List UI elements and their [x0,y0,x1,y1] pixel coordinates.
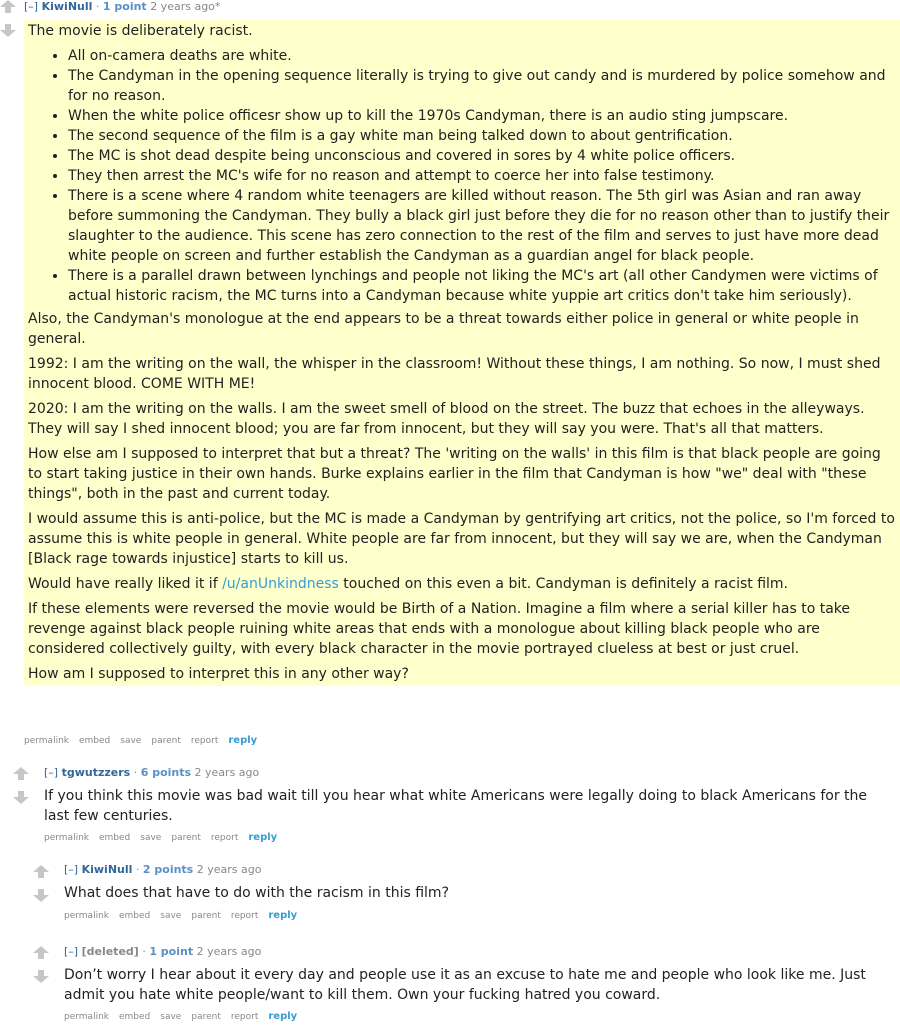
collapse-toggle[interactable]: [–] [44,766,59,779]
comment-age: 2 years ago [196,945,262,958]
downvote-arrow-icon[interactable] [33,970,49,983]
comment-paragraph: Don’t worry I hear about it every day and people use it as an excuse to hate me and people who look like me. Just admit you hate white people/want to kill them. Own your fucking hatred you coward. [64,967,866,1003]
comment-2-tagline [44,766,884,780]
report-button[interactable]: report [230,1012,259,1022]
report-button[interactable]: report [230,911,259,921]
comment-score: 1 point [102,0,147,13]
comment-age: 2 years ago [194,766,260,779]
upvote-arrow-icon[interactable] [33,946,49,959]
comment-paragraph: What does that have to do with the racism in this film? [64,885,449,901]
separator-dot: · [133,766,138,779]
paragraph-text: Would have really liked it if [28,576,223,592]
separator-dot: · [142,945,146,958]
comment-1-actions [24,735,267,747]
reply-button[interactable]: reply [228,735,258,746]
comment-score: 6 points [140,766,192,779]
save-button[interactable]: save [120,736,142,746]
comment-1-tagline [24,0,900,14]
save-button[interactable]: save [160,911,182,921]
comment-paragraph: The movie is deliberately racist. [28,23,253,39]
comment-score: 2 points [142,863,194,876]
report-button[interactable]: report [190,736,219,746]
reply-button[interactable]: reply [268,910,298,921]
downvote-arrow-icon[interactable] [0,24,16,37]
comment-score: 1 point [149,945,194,958]
bullet-item: • All on-camera deaths are white. [68,46,896,66]
downvote-arrow-icon[interactable] [33,889,49,902]
comment-paragraph: If you think this movie was bad wait till you hear what white Americans were legally doing to black Americans for the last few centuries. [44,788,868,824]
comment-author[interactable]: KiwiNull [81,863,133,876]
upvote-arrow-icon[interactable] [13,767,29,780]
comment-2 [44,766,884,831]
parent-button[interactable]: parent [171,833,201,843]
permalink-button[interactable]: permalink [24,736,69,746]
comment-2-vote [13,767,29,815]
comment-4-tagline [64,945,894,959]
comment-3-body [64,883,884,903]
user-link[interactable]: /u/anUnkindness [222,576,339,592]
comment-1-vote [0,0,16,48]
embed-button[interactable]: embed [79,736,111,746]
comment-paragraph: If these elements were reversed the movie would be Birth of a Nation. Imagine a film where a serial killer has to take revenge against black people ruining white areas that ends with a monologue about killing black people who are considered collectively guilty, with every black character in the movie portrayed clueless at best or just cruel. [28,601,851,657]
permalink-button[interactable]: permalink [64,1012,109,1022]
comment-paragraph: I would assume this is anti-police, but the MC is made a Candyman by gentrifying art critics, not the police, so I'm forced to assume this is white people in general. White people are far from innocent, but they will say we are, when the Candyman [Black rage towards injustice] starts to kill us. [28,511,895,567]
upvote-arrow-icon[interactable] [0,0,16,13]
bullet-item: • There is a parallel drawn between lynchings and people not liking the MC's art (all other Candymen were victims of actual historic racism, the MC turns into a Candyman because white yuppie art critics don't take him seriously). [68,266,896,306]
comment-1 [24,0,900,686]
comment-age: 2 years ago* [150,0,221,13]
comment-age: 2 years ago [196,863,262,876]
paragraph-text: touched on this even a bit. Candyman is definitely a racist film. [338,576,788,592]
downvote-arrow-icon[interactable] [13,791,29,804]
comment-paragraph [28,574,896,594]
comment-3 [64,863,884,908]
parent-button[interactable]: parent [191,911,221,921]
bullet-item: • When the white police officesr show up to kill the 1970s Candyman, there is an audio sting jumpscare. [68,106,896,126]
comment-3-tagline [64,863,884,877]
comment-paragraph: 1992: I am the writing on the wall, the whisper in the classroom! Without these things, I am nothing. So now, I must shed innocent blood. COME WITH ME! [28,356,881,392]
parent-button[interactable]: parent [151,736,181,746]
comment-4 [64,945,894,1010]
bullet-item: • They then arrest the MC's wife for no reason and attempt to coerce her into false testimony. [68,166,896,186]
bullet-item: • The Candyman in the opening sequence literally is trying to give out candy and is murdered by police somehow and for no reason. [68,66,896,106]
comment-author[interactable]: tgwutzzers [61,766,131,779]
embed-button[interactable]: embed [99,833,131,843]
permalink-button[interactable]: permalink [44,833,89,843]
bullet-item: • The MC is shot dead despite being unconscious and covered in sores by 4 white police officers. [68,146,896,166]
comment-paragraph: 2020: I am the writing on the walls. I am the sweet smell of blood on the street. The buzz that echoes in the alleyways. They will say I shed innocent blood; you are far from innocent, but they will say you were. That's all that matters. [28,401,865,437]
embed-button[interactable]: embed [119,911,151,921]
reply-button[interactable]: reply [248,832,278,843]
save-button[interactable]: save [160,1012,182,1022]
comment-paragraph: How am I supposed to interpret this in any other way? [28,666,409,682]
comment-2-actions [44,832,287,844]
comment-author: [deleted] [81,945,139,958]
collapse-toggle[interactable]: [–] [64,863,79,876]
comment-3-actions [64,910,307,922]
save-button[interactable]: save [140,833,162,843]
comment-paragraph: How else am I supposed to interpret that but a threat? The 'writing on the walls' in this film is that black people are going to start taking justice in their own hands. Burke explains earlier in the film that Candyman is how "we" deal with "these things", both in the past and current today. [28,446,881,502]
embed-button[interactable]: embed [119,1012,151,1022]
bullet-item: • The second sequence of the film is a gay white man being talked down to about gentrification. [68,126,896,146]
comment-4-actions [64,1011,307,1023]
comment-paragraph: Also, the Candyman's monologue at the end appears to be a threat towards either police in general or white people in general. [28,311,859,347]
report-button[interactable]: report [210,833,239,843]
permalink-button[interactable]: permalink [64,911,109,921]
comment-4-body [64,965,894,1005]
comment-4-vote [33,946,49,994]
comment-author[interactable]: KiwiNull [41,0,93,13]
comment-bullet-list [28,46,896,306]
comment-2-body [44,786,884,826]
separator-dot: · [95,0,100,13]
upvote-arrow-icon[interactable] [33,865,49,878]
bullet-item: • There is a scene where 4 random white teenagers are killed without reason. The 5th girl was Asian and ran away before summoning the Candyman. They bully a black girl just before they die for no reason other than to justify their slaughter to the audience. This scene has zero connection to the rest of the film and serves to just have more dead white people on screen and further establish the Candyman as a guardian angel for black people. [68,186,896,266]
collapse-toggle[interactable]: [–] [24,0,39,13]
parent-button[interactable]: parent [191,1012,221,1022]
comment-3-vote [33,865,49,913]
comment-1-body [24,20,900,686]
reply-button[interactable]: reply [268,1011,298,1022]
collapse-toggle[interactable]: [–] [64,945,79,958]
separator-dot: · [135,863,140,876]
